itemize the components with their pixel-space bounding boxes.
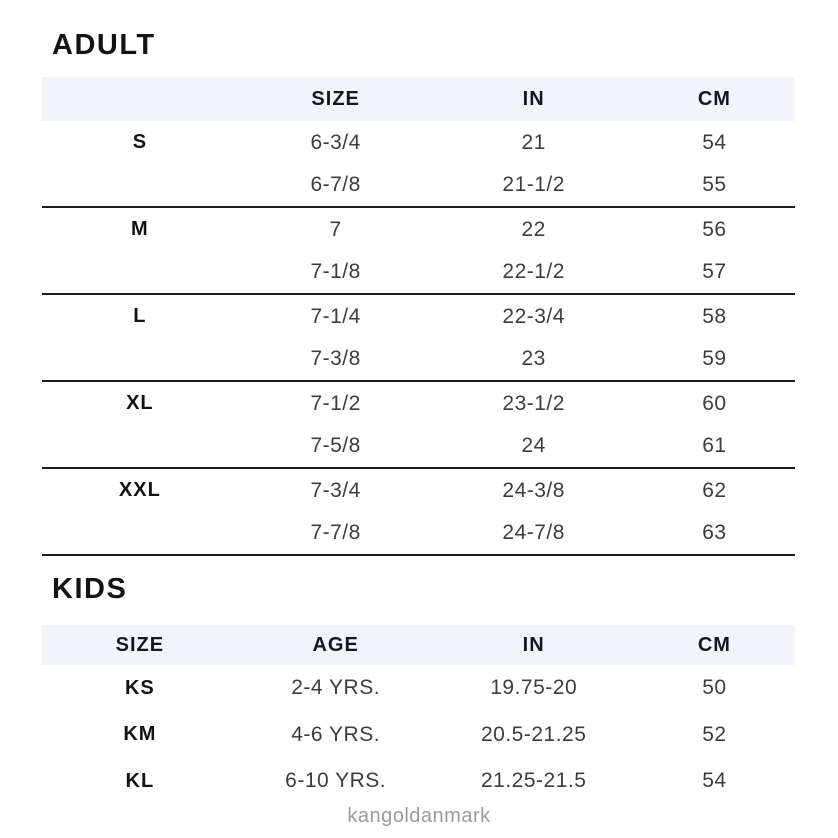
adult-size-table [42, 77, 795, 556]
column-header-cm: CM [634, 77, 795, 121]
table-cell: 22-3/4 [502, 304, 565, 328]
table-cell: 7-1/2 [310, 391, 361, 415]
table-cell: 22 [521, 217, 546, 241]
row-label-cell: M [131, 218, 149, 241]
table-cell: 6-7/8 [238, 165, 434, 209]
table-cell: 21-1/2 [434, 165, 634, 209]
table-cell: 23 [434, 339, 634, 383]
table-cell: 54 [702, 130, 727, 154]
table-cell: 7-5/8 [238, 426, 434, 470]
column-header-cm: CM [634, 625, 795, 665]
table-cell: 55 [634, 165, 795, 209]
table-cell: 57 [634, 252, 795, 296]
table-cell: 6-3/4 [310, 130, 361, 154]
table-cell: 7-1/4 [310, 304, 361, 328]
table-cell: 19.75-20 [490, 676, 578, 700]
table-cell: 24-3/8 [502, 478, 565, 502]
table-cell: 24-7/8 [434, 513, 634, 557]
column-header-in: IN [434, 625, 634, 665]
adult-section-title: ADULT [52, 29, 156, 61]
table-cell: 7-3/8 [238, 339, 434, 383]
table-cell: 52 [702, 722, 727, 746]
table-cell: 7-1/8 [238, 252, 434, 296]
row-label-cell: KS [124, 676, 155, 699]
table-cell: 59 [634, 339, 795, 383]
row-label-cell [42, 252, 238, 296]
table-cell: 60 [702, 391, 727, 415]
table-cell: 7 [329, 217, 342, 241]
table-cell: 54 [702, 769, 727, 793]
row-label-cell: XXL [118, 479, 161, 502]
row-label-cell: S [132, 131, 148, 154]
table-cell: 20.5-21.25 [480, 722, 587, 746]
table-cell: 58 [702, 304, 727, 328]
table-cell: 24 [434, 426, 634, 470]
table-cell: 6-10 YRS. [285, 769, 387, 793]
table-cell: 56 [702, 217, 727, 241]
column-header-in: IN [434, 77, 634, 121]
column-header-size: SIZE [42, 625, 238, 665]
column-header-size: SIZE [238, 77, 434, 121]
table-cell: 4-6 YRS. [291, 722, 381, 746]
table-cell: 63 [634, 513, 795, 557]
column-header-age: AGE [238, 625, 434, 665]
column-header-blank [42, 77, 238, 121]
kids-size-table [42, 625, 795, 805]
row-label-cell: XL [126, 392, 154, 415]
row-label-cell [42, 165, 238, 209]
row-label-cell [42, 426, 238, 470]
table-cell: 21 [521, 130, 546, 154]
table-cell: 23-1/2 [502, 391, 565, 415]
row-label-cell [42, 513, 238, 557]
table-cell: 2-4 YRS. [291, 676, 381, 700]
row-label-cell: L [133, 305, 147, 328]
kids-section-title: KIDS [52, 573, 128, 605]
table-cell: 61 [634, 426, 795, 470]
table-cell: 7-3/4 [310, 478, 361, 502]
row-label-cell: KL [125, 769, 155, 792]
table-cell: 22-1/2 [434, 252, 634, 296]
table-cell: 7-7/8 [238, 513, 434, 557]
table-cell: 21.25-21.5 [480, 769, 587, 793]
table-cell: 50 [702, 676, 727, 700]
table-cell: 62 [702, 478, 727, 502]
watermark: kangoldanmark [347, 805, 491, 827]
row-label-cell [42, 339, 238, 383]
row-label-cell: KM [123, 723, 157, 746]
